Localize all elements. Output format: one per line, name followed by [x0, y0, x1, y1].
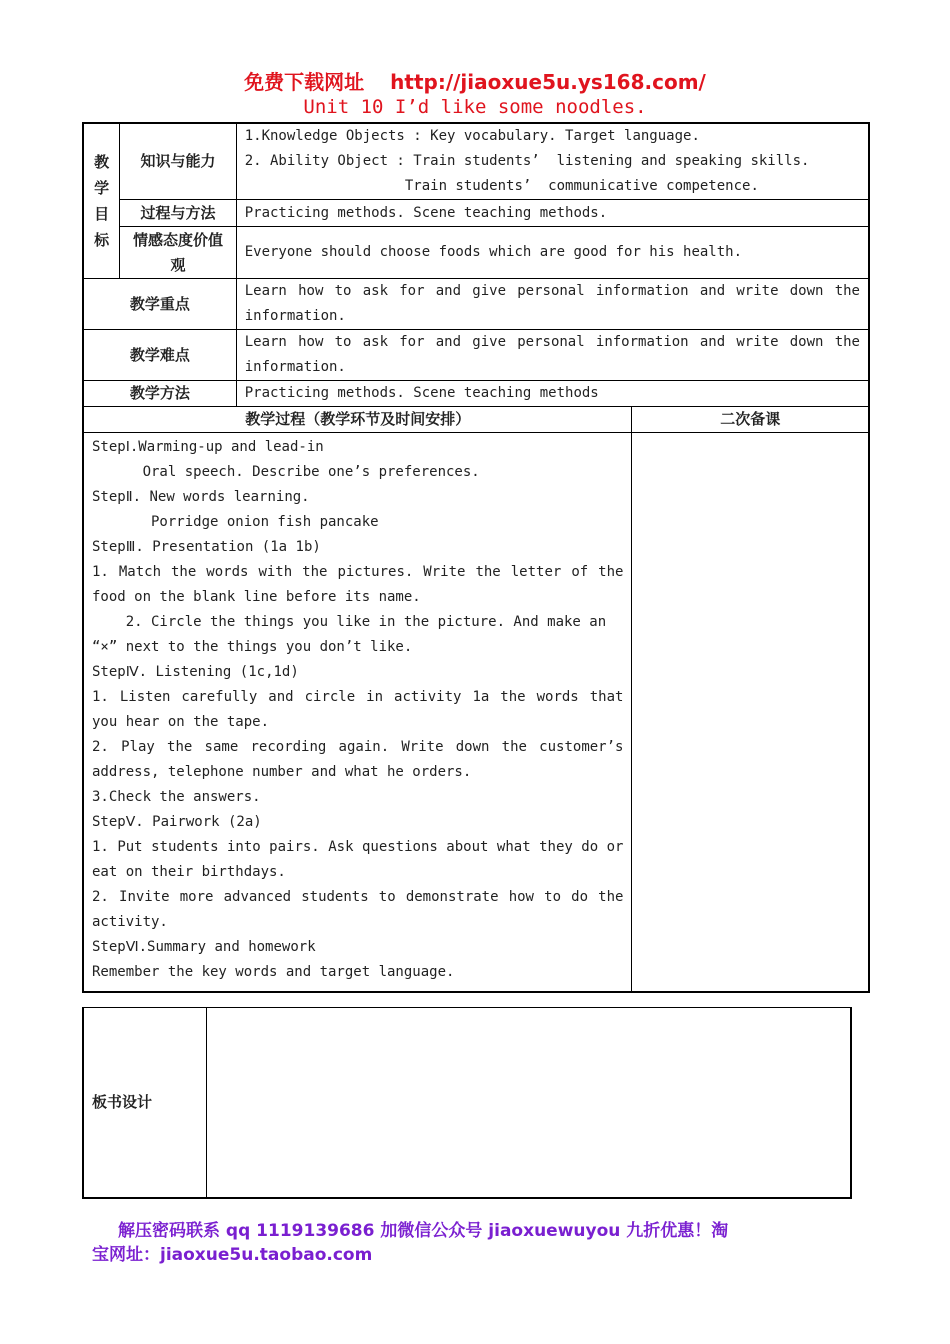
knowledge-content: 1.Knowledge Objects : Key vocabulary. Target language. 2. Ability Object : Train students’ listening and speaking skills. Train students’ communicative competence.	[236, 123, 869, 200]
step-line: StepⅣ. Listening (1c,1d)	[92, 664, 299, 680]
promo-url-link[interactable]: http://jiaoxue5u.ys168.com/	[390, 70, 706, 94]
step-line: StepⅢ. Presentation (1a 1b)	[92, 539, 321, 555]
key-points-content: Learn how to ask for and give personal information and write down the information.	[236, 279, 869, 330]
second-prep-header: 二次备课	[632, 407, 869, 433]
step-line: Porridge onion fish pancake	[92, 514, 379, 530]
board-design-content	[206, 1008, 851, 1198]
process-method-content: Practicing methods. Scene teaching methods.	[236, 200, 869, 227]
board-design-table	[82, 1007, 852, 1199]
difficulties-label: 教学难点	[83, 330, 236, 381]
second-prep-cell	[632, 433, 869, 993]
step-line: 1. Match the words with the pictures. Write the letter of the	[92, 564, 624, 580]
step-line: 3.Check the answers.	[92, 789, 261, 805]
step-line: 2. Invite more advanced students to demonstrate how to do the	[92, 889, 624, 905]
step-line: StepⅤ. Pairwork (2a)	[92, 814, 262, 830]
step-line: 2. Circle the things you like in the picture. And make an	[92, 614, 607, 630]
step-line: activity.	[92, 914, 168, 930]
step-line: eat on their birthdays.	[92, 864, 286, 880]
attitude-label: 情感态度价值观	[120, 227, 236, 279]
promo-label: 免费下载网址	[244, 70, 365, 94]
step-line: 1. Put students into pairs. Ask questions about what they do or	[92, 839, 624, 855]
lesson-plan-table	[82, 122, 870, 993]
step-line: food on the blank line before its name.	[92, 589, 421, 605]
step-line: “×” next to the things you don’t like.	[92, 639, 413, 655]
step-line: you hear on the tape.	[92, 714, 270, 730]
difficulties-content: Learn how to ask for and give personal information and write down the information.	[236, 330, 869, 381]
process-steps	[83, 433, 632, 993]
steps-list	[92, 435, 623, 985]
methods-content: Practicing methods. Scene teaching methods	[236, 381, 869, 407]
step-line: 1. Listen carefully and circle in activity 1a the words that	[92, 689, 624, 705]
footer-line-1: 解压密码联系 qq 1119139686 加微信公众号 jiaoxuewuyou 九折优惠！淘	[118, 1221, 729, 1241]
step-line: StepⅠ.Warming-up and lead-in	[92, 439, 324, 455]
key-points-label: 教学重点	[83, 279, 236, 330]
promo-header	[0, 66, 950, 95]
methods-label: 教学方法	[83, 381, 236, 407]
objectives-group-label: 教 学 目 标	[83, 123, 120, 279]
knowledge-label: 知识与能力	[120, 123, 236, 200]
process-header: 教学过程（教学环节及时间安排）	[83, 407, 632, 433]
step-line: Oral speech. Describe one’s preferences.	[92, 464, 480, 480]
step-line: StepⅥ.Summary and homework	[92, 939, 316, 955]
unit-title: Unit 10 I’d like some noodles.	[303, 96, 647, 118]
footer-line-2: 宝网址：jiaoxue5u.taobao.com	[92, 1245, 373, 1265]
attitude-content: Everyone should choose foods which are good for his health.	[236, 227, 869, 279]
step-line: address, telephone number and what he orders.	[92, 764, 472, 780]
process-method-label: 过程与方法	[120, 200, 236, 227]
step-line: 2. Play the same recording again. Write down the customer’s	[92, 739, 624, 755]
board-design-label: 板书设计	[83, 1008, 206, 1198]
step-line: StepⅡ. New words learning.	[92, 489, 310, 505]
step-line: Remember the key words and target language.	[92, 964, 455, 980]
